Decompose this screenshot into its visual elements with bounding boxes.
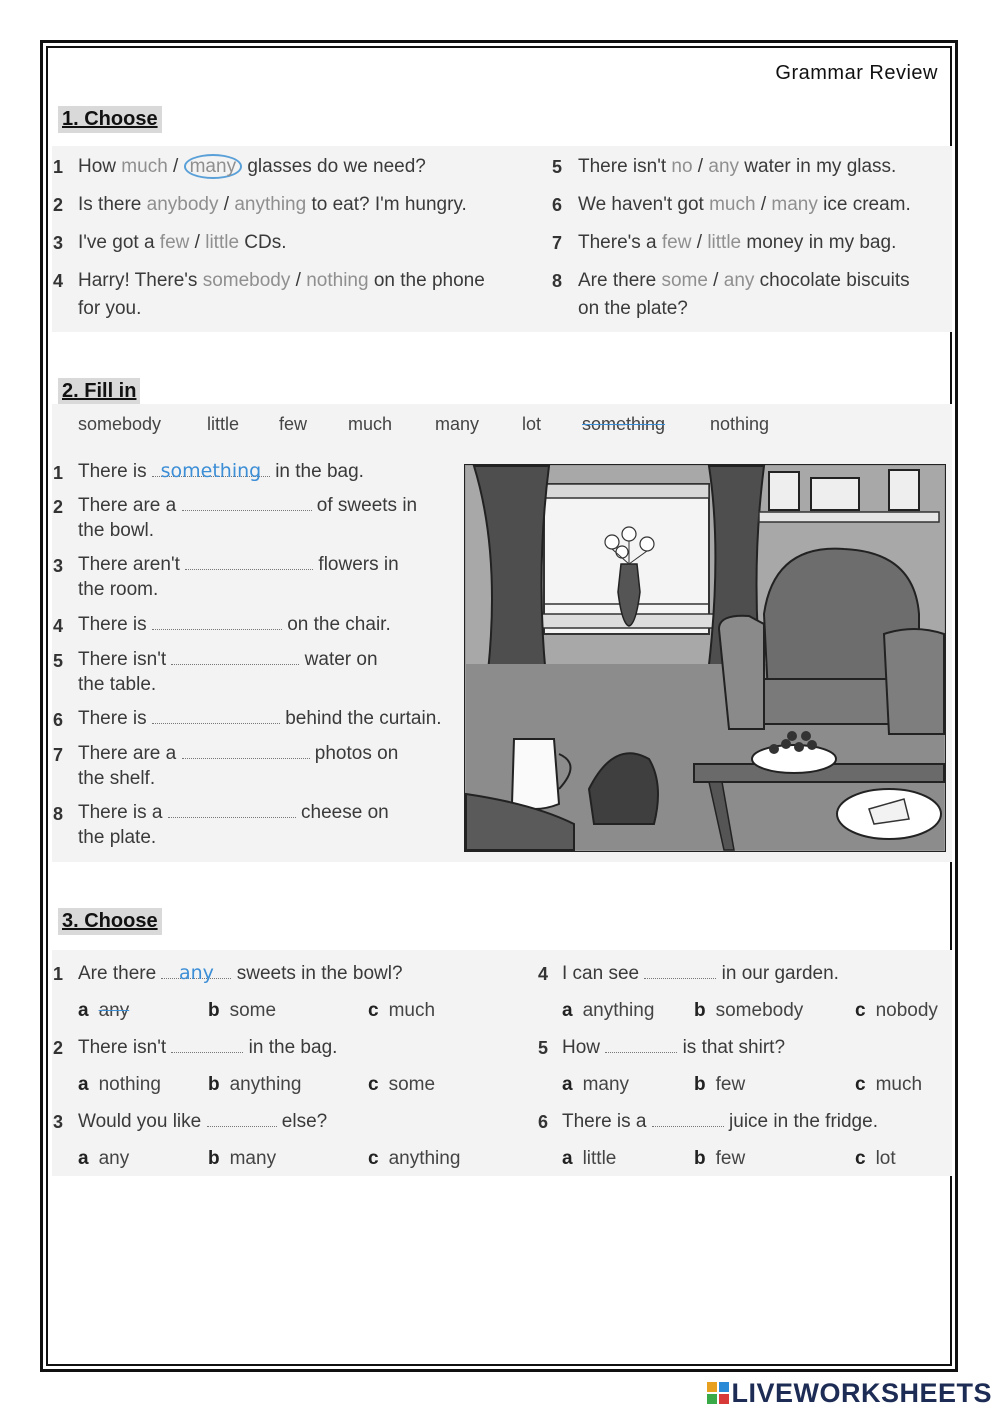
answer-field[interactable] <box>171 646 299 665</box>
option-a[interactable]: a anything <box>562 1000 655 1021</box>
option-c[interactable]: c anything <box>368 1148 461 1169</box>
option-1[interactable]: much <box>121 156 168 177</box>
page-title: Grammar Review <box>775 62 938 84</box>
option-2[interactable]: little <box>205 232 240 253</box>
answer-field[interactable] <box>152 705 280 724</box>
option-2[interactable]: any <box>708 156 740 177</box>
section1-title: 1. Choose <box>58 106 162 133</box>
section2-title: 2. Fill in <box>58 378 140 405</box>
option-2-circled[interactable]: many <box>184 154 242 179</box>
section3-title: 3. Choose <box>58 908 162 935</box>
option-b[interactable]: b somebody <box>694 1000 804 1021</box>
logo-icon <box>707 1382 729 1404</box>
option-a[interactable]: a many <box>562 1074 630 1095</box>
option-a[interactable]: a nothing <box>78 1074 161 1095</box>
option-2[interactable]: any <box>723 270 755 291</box>
room-illustration <box>464 464 946 852</box>
option-1[interactable]: few <box>661 232 692 253</box>
liveworksheets-logo: LIVEWORKSHEETS <box>707 1378 992 1409</box>
answer-field[interactable] <box>207 1108 277 1127</box>
answer-field[interactable] <box>605 1034 677 1053</box>
word-bank-item-used: something <box>582 414 666 434</box>
option-1[interactable]: some <box>661 270 708 291</box>
option-c[interactable]: c much <box>368 1000 436 1021</box>
option-c[interactable]: c lot <box>855 1148 896 1169</box>
word-bank-item: nothing <box>710 414 770 434</box>
answer-field[interactable] <box>185 551 313 570</box>
word-bank-item: much <box>348 414 393 434</box>
answer-field[interactable] <box>168 799 296 818</box>
word-bank-item: many <box>435 414 480 434</box>
option-1[interactable]: much <box>709 194 756 215</box>
option-b[interactable]: b some <box>208 1000 277 1021</box>
option-c[interactable]: c some <box>368 1074 436 1095</box>
option-1[interactable]: few <box>159 232 190 253</box>
option-a[interactable]: a little <box>562 1148 617 1169</box>
option-c[interactable]: c much <box>855 1074 923 1095</box>
option-1[interactable]: somebody <box>202 270 291 291</box>
option-c[interactable]: c nobody <box>855 1000 938 1021</box>
answer-field[interactable] <box>182 492 312 511</box>
answer-field[interactable] <box>182 740 310 759</box>
word-bank-item: little <box>207 414 240 434</box>
answer-field[interactable] <box>171 1034 243 1053</box>
option-2[interactable]: nothing <box>306 270 369 291</box>
word-bank-item: few <box>279 414 308 434</box>
answer-field[interactable] <box>652 1108 724 1127</box>
option-b[interactable]: b anything <box>208 1074 302 1095</box>
option-a[interactable]: a any <box>78 1148 130 1169</box>
option-b[interactable]: b few <box>694 1148 746 1169</box>
word-bank-item: somebody <box>78 414 162 434</box>
word-bank-item: lot <box>522 414 542 434</box>
answer-field[interactable]: something <box>152 458 270 477</box>
option-2[interactable]: little <box>707 232 742 253</box>
answer-field[interactable]: any <box>161 960 231 979</box>
option-2[interactable]: anything <box>234 194 307 215</box>
answer-field[interactable] <box>152 611 282 630</box>
option-b[interactable]: b few <box>694 1074 746 1095</box>
answer-field[interactable] <box>644 960 716 979</box>
option-2[interactable]: many <box>771 194 818 215</box>
option-a[interactable]: a any <box>78 1000 130 1021</box>
option-1[interactable]: anybody <box>146 194 219 215</box>
option-1[interactable]: no <box>671 156 693 177</box>
option-b[interactable]: b many <box>208 1148 277 1169</box>
